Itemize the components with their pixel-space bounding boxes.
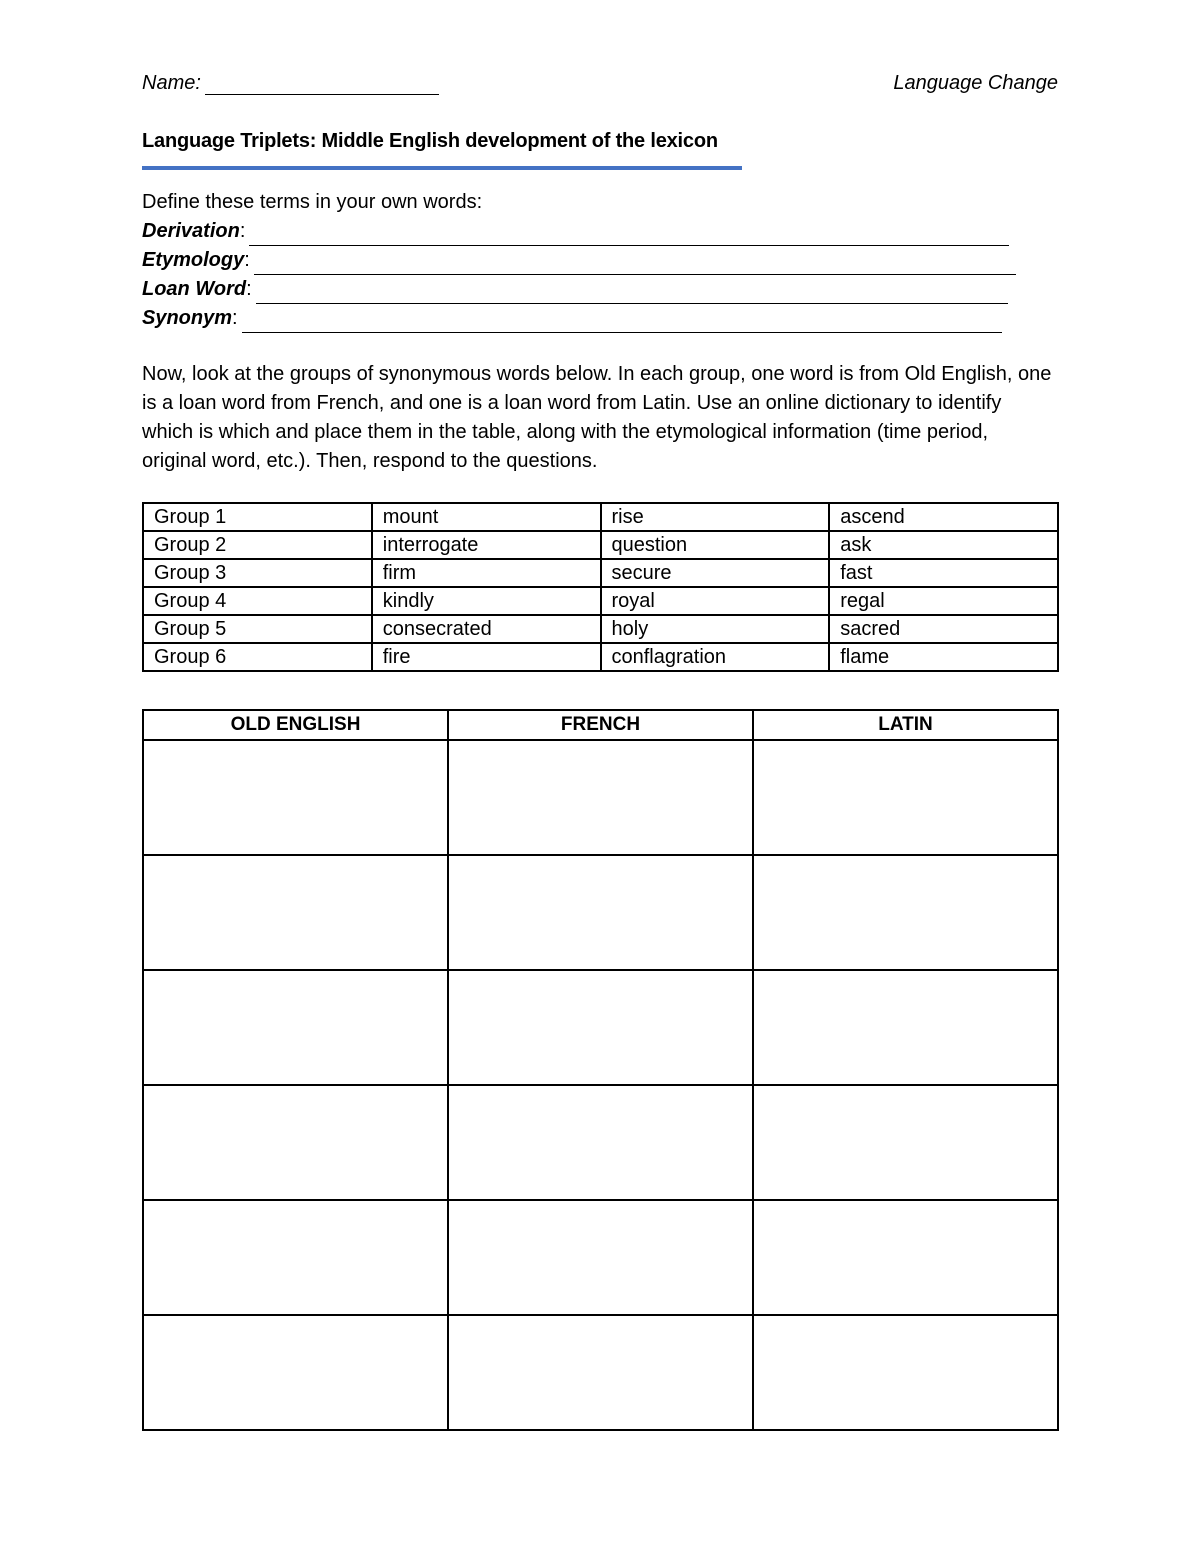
- term-row-synonym: Synonym :: [142, 304, 1042, 333]
- group-label: Group 5: [143, 615, 372, 643]
- term-row-derivation: Derivation :: [142, 217, 1042, 246]
- definition-blank-line[interactable]: [256, 281, 1008, 304]
- answer-cell[interactable]: [448, 1200, 753, 1315]
- instructions-paragraph: Now, look at the groups of synonymous words below. In each group, one word is from Old English, one is a loan word from French, and one is a loan word from Latin. Use an online dictionary to identify which is which and place them in the table, along with the etymological information (time period, original word, etc.). Then, respond to the questions.: [142, 363, 1052, 472]
- column-header-latin: LATIN: [753, 710, 1058, 740]
- table-row: [143, 1085, 1058, 1200]
- worksheet-title: Language Triplets: Middle English development of the lexicon: [142, 130, 718, 152]
- word-cell: royal: [601, 587, 830, 615]
- definitions-prompt: Define these terms in your own words:: [142, 191, 483, 213]
- word-cell: holy: [601, 615, 830, 643]
- answer-cell[interactable]: [143, 1200, 448, 1315]
- table-row: [143, 643, 1058, 671]
- table-row: [143, 587, 1058, 615]
- answer-cell[interactable]: [143, 1315, 448, 1430]
- word-cell: fire: [372, 643, 601, 671]
- table-row: [143, 855, 1058, 970]
- name-label: Name:: [142, 72, 201, 94]
- table-row: [143, 740, 1058, 855]
- answer-cell[interactable]: [753, 970, 1058, 1085]
- answer-cell[interactable]: [753, 855, 1058, 970]
- definition-blank-line[interactable]: [254, 252, 1016, 275]
- name-blank-line[interactable]: [205, 74, 439, 95]
- answer-cell[interactable]: [753, 1085, 1058, 1200]
- table-row: [143, 531, 1058, 559]
- group-label: Group 2: [143, 531, 372, 559]
- definition-blank-line[interactable]: [249, 223, 1009, 246]
- word-cell: secure: [601, 559, 830, 587]
- table-row: [143, 1200, 1058, 1315]
- group-label: Group 6: [143, 643, 372, 671]
- word-cell: consecrated: [372, 615, 601, 643]
- title-underline: [142, 166, 742, 170]
- table-row: [143, 559, 1058, 587]
- column-header-old-english: OLD ENGLISH: [143, 710, 448, 740]
- group-label: Group 1: [143, 503, 372, 531]
- word-cell: kindly: [372, 587, 601, 615]
- definitions-section: [142, 188, 1042, 333]
- term-label: Derivation: [142, 220, 240, 242]
- origin-answer-table: [142, 709, 1059, 1431]
- word-cell: ascend: [829, 503, 1058, 531]
- name-field: [142, 72, 439, 95]
- group-label: Group 3: [143, 559, 372, 587]
- word-cell: sacred: [829, 615, 1058, 643]
- table-row: [143, 615, 1058, 643]
- page-header: [142, 72, 1058, 102]
- answer-cell[interactable]: [143, 855, 448, 970]
- answer-cell[interactable]: [448, 740, 753, 855]
- term-label: Loan Word: [142, 278, 247, 300]
- word-cell: conflagration: [601, 643, 830, 671]
- course-name: Language Change: [893, 72, 1058, 94]
- word-cell: flame: [829, 643, 1058, 671]
- table-row: [143, 1315, 1058, 1430]
- answer-cell[interactable]: [753, 1315, 1058, 1430]
- word-cell: ask: [829, 531, 1058, 559]
- table-row: [143, 503, 1058, 531]
- table-row: [143, 970, 1058, 1085]
- answer-cell[interactable]: [448, 1315, 753, 1430]
- answer-cell[interactable]: [753, 740, 1058, 855]
- column-header-french: FRENCH: [448, 710, 753, 740]
- word-cell: interrogate: [372, 531, 601, 559]
- term-row-loan-word: Loan Word :: [142, 275, 1042, 304]
- term-label: Etymology: [142, 249, 245, 271]
- answer-cell[interactable]: [753, 1200, 1058, 1315]
- answer-cell[interactable]: [448, 855, 753, 970]
- word-groups-table: [142, 502, 1059, 672]
- word-cell: mount: [372, 503, 601, 531]
- answer-cell[interactable]: [143, 1085, 448, 1200]
- word-cell: regal: [829, 587, 1058, 615]
- table-header-row: [143, 710, 1058, 740]
- answer-cell[interactable]: [448, 1085, 753, 1200]
- definition-blank-line[interactable]: [242, 310, 1002, 333]
- word-cell: firm: [372, 559, 601, 587]
- group-label: Group 4: [143, 587, 372, 615]
- answer-cell[interactable]: [448, 970, 753, 1085]
- word-cell: question: [601, 531, 830, 559]
- word-cell: rise: [601, 503, 830, 531]
- term-label: Synonym: [142, 307, 233, 329]
- answer-cell[interactable]: [143, 740, 448, 855]
- term-row-etymology: Etymology :: [142, 246, 1042, 275]
- answer-cell[interactable]: [143, 970, 448, 1085]
- word-cell: fast: [829, 559, 1058, 587]
